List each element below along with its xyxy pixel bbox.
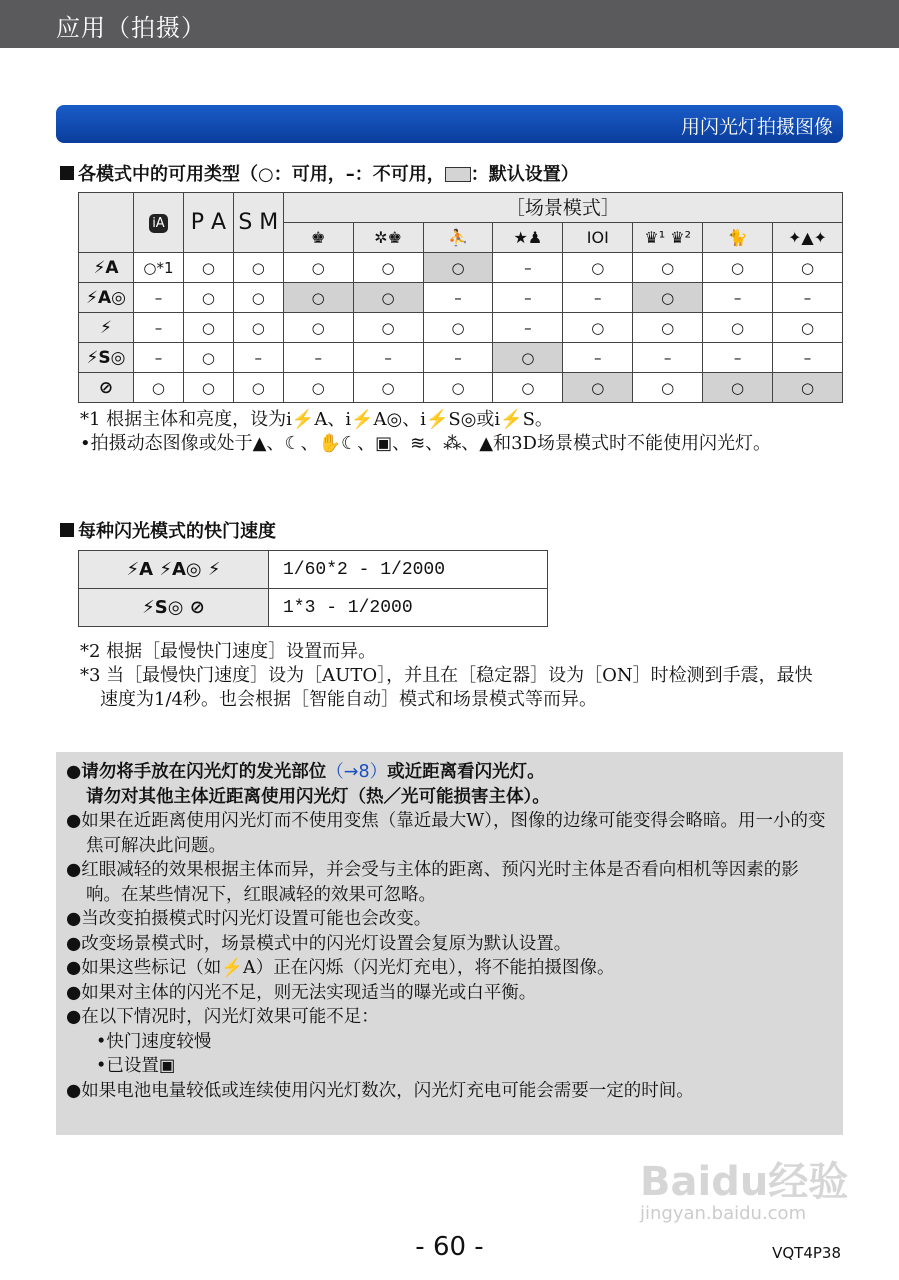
- table-row: [79, 343, 843, 373]
- footnote-2: *2 根据［最慢快门速度］设置而异。: [80, 641, 377, 662]
- page-number: - 60 -: [415, 1232, 484, 1262]
- note-item: ●当改变拍摄模式时闪光灯设置可能也会改变。: [66, 909, 432, 929]
- availability-cell: ○: [423, 313, 493, 343]
- footnote-3: *3 当［最慢快门速度］设为［AUTO］，并且在［稳定器］设为［ON］时检测到手震，最快速度为1/4秒。也会根据［智能自动］模式和场景模式等而异。: [80, 665, 813, 710]
- shutter-heading: [60, 517, 276, 543]
- availability-cell: ○: [563, 313, 633, 343]
- caution-notes: [56, 752, 843, 1135]
- default-cell: ○: [493, 343, 563, 373]
- availability-cell: ○: [183, 373, 233, 403]
- note-sub-item: •快门速度较慢: [96, 1031, 212, 1052]
- footnote-1: *1 根据主体和亮度，设为i⚡A、i⚡A◎、i⚡S◎或i⚡S。: [80, 409, 553, 430]
- default-cell: ○: [283, 283, 353, 313]
- availability-cell: ○: [353, 253, 423, 283]
- note-item: ●在以下情况时，闪光灯效果可能不足：: [66, 1007, 379, 1027]
- soft-skin-icon: ✲♚: [353, 223, 423, 253]
- default-cell: ○: [563, 373, 633, 403]
- col-pa: P A: [183, 193, 233, 253]
- portrait-icon: ♚: [283, 223, 353, 253]
- availability-cell: –: [773, 343, 843, 373]
- availability-cell: –: [423, 283, 493, 313]
- chapter-header: 应用（拍摄）: [0, 0, 899, 48]
- availability-cell: ○: [283, 373, 353, 403]
- shutter-range: 1*3 - 1/2000: [269, 589, 548, 627]
- default-cell: ○: [773, 373, 843, 403]
- shutter-heading-text: 每种闪光模式的快门速度: [78, 521, 276, 542]
- table-row: [79, 253, 843, 283]
- baby1-baby2-icon: ♛¹ ♛²: [633, 223, 703, 253]
- flash-mode-icons: ⚡S◎ ⊘: [79, 589, 269, 627]
- forced-flash-off-icon: ⊘: [79, 373, 134, 403]
- slow-sync-red-eye-icon: ⚡S◎: [79, 343, 134, 373]
- availability-cell: –: [563, 283, 633, 313]
- night-portrait-icon: ★♟: [493, 223, 563, 253]
- col-sm: S M: [233, 193, 283, 253]
- availability-cell: ○: [183, 343, 233, 373]
- availability-cell: –: [493, 253, 563, 283]
- table-row: [79, 313, 843, 343]
- watermark-url: jingyan.baidu.com: [640, 1203, 807, 1224]
- availability-cell: ○: [633, 253, 703, 283]
- modes-heading-end: ：默认设置）: [470, 164, 579, 185]
- page-link[interactable]: （→8）: [326, 762, 388, 782]
- modes-heading: [60, 160, 579, 186]
- availability-cell: ○: [773, 253, 843, 283]
- availability-cell: ○: [703, 313, 773, 343]
- availability-cell: ○: [353, 313, 423, 343]
- note-text: ●请勿将手放在闪光灯的发光部位: [66, 762, 327, 782]
- table-row: [79, 589, 548, 627]
- availability-cell: ○: [233, 253, 283, 283]
- auto-flash-icon: ⚡A: [79, 253, 134, 283]
- availability-cell: ○: [133, 373, 183, 403]
- availability-cell: –: [773, 283, 843, 313]
- note-item: ●如果电池电量较低或连续使用闪光灯数次，闪光灯充电可能会需要一定的时间。: [66, 1080, 694, 1101]
- flash-mode-icons: ⚡A ⚡A◎ ⚡: [79, 551, 269, 589]
- note-sub-item: •已设置▣: [96, 1056, 176, 1076]
- availability-cell: –: [563, 343, 633, 373]
- availability-cell: –: [703, 343, 773, 373]
- availability-cell: ○: [493, 373, 563, 403]
- availability-cell: ○: [183, 253, 233, 283]
- default-cell: ○: [423, 253, 493, 283]
- availability-cell: ○: [283, 313, 353, 343]
- note-text: 或近距离看闪光灯。: [387, 762, 545, 782]
- availability-cell: ○: [283, 253, 353, 283]
- scene-mode-header: ［场景模式］: [283, 193, 842, 223]
- availability-cell: –: [703, 283, 773, 313]
- availability-cell: –: [493, 283, 563, 313]
- note-item: ●如果这些标记（如⚡A）正在闪烁（闪光灯充电），将不能拍摄图像。: [66, 958, 615, 978]
- section-title: 用闪光灯拍摄图像: [56, 105, 843, 143]
- party-icon: ✦▲✦: [773, 223, 843, 253]
- availability-cell: –: [283, 343, 353, 373]
- note-warning-2: 请勿对其他主体近距离使用闪光灯（热／光可能损害主体）。: [86, 786, 550, 807]
- default-cell: ○: [353, 283, 423, 313]
- availability-cell: –: [633, 343, 703, 373]
- auto-red-eye-icon: ⚡A◎: [79, 283, 134, 313]
- availability-cell: –: [423, 343, 493, 373]
- availability-cell: ○: [423, 373, 493, 403]
- availability-cell: ○: [353, 373, 423, 403]
- availability-cell: ○: [633, 313, 703, 343]
- shutter-range: 1/60*2 - 1/2000: [269, 551, 548, 589]
- pet-icon: 🐈: [703, 223, 773, 253]
- availability-cell: ○: [703, 253, 773, 283]
- ia-icon: iA: [149, 214, 168, 233]
- availability-cell: ○: [233, 283, 283, 313]
- bullet-movie-note: •拍摄动态图像或处于▲、☾、✋☾、▣、≋、⁂、▲和3D场景模式时不能使用闪光灯。: [80, 433, 771, 454]
- availability-cell: –: [133, 343, 183, 373]
- availability-cell: ○: [233, 313, 283, 343]
- availability-cell: ○*1: [133, 253, 183, 283]
- availability-cell: –: [493, 313, 563, 343]
- availability-cell: ○: [633, 373, 703, 403]
- availability-cell: ○: [563, 253, 633, 283]
- availability-cell: ○: [183, 283, 233, 313]
- availability-cell: ○: [183, 313, 233, 343]
- availability-cell: –: [133, 283, 183, 313]
- table-row: [79, 373, 843, 403]
- note-item: ●改变场景模式时，场景模式中的闪光灯设置会复原为默认设置。: [66, 933, 572, 954]
- default-cell: ○: [703, 373, 773, 403]
- corner-cell: [79, 193, 134, 253]
- availability-cell: ○: [773, 313, 843, 343]
- note-item: ●如果在近距离使用闪光灯而不使用变焦（靠近最大W），图像的边缘可能变得会略暗。用一小的变焦可解决此问题。: [66, 811, 826, 856]
- availability-cell: ○: [233, 373, 283, 403]
- default-cell: ○: [633, 283, 703, 313]
- table-row: [79, 551, 548, 589]
- watermark-logo: Baidu经验: [640, 1159, 849, 1205]
- modes-heading-text: 各模式中的可用类型（○：可用，–：不可用，: [78, 164, 445, 185]
- sports-icon: ⛹: [423, 223, 493, 253]
- note-item: ●红眼减轻的效果根据主体而异，并会受与主体的距离、预闪光时主体是否看向相机等因素的影响。在某些情况下，红眼减轻的效果可忽略。: [66, 860, 799, 905]
- note-item: ●如果对主体的闪光不足，则无法实现适当的曝光或白平衡。: [66, 982, 537, 1003]
- flash-modes-table: [78, 192, 843, 403]
- table-row: [79, 283, 843, 313]
- col-ia: [133, 193, 183, 253]
- food-icon: ΙΟΙ: [563, 223, 633, 253]
- note-warning: [66, 760, 833, 785]
- shutter-speed-table: [78, 550, 548, 627]
- availability-cell: –: [353, 343, 423, 373]
- doc-code: VQT4P38: [772, 1244, 841, 1262]
- availability-cell: –: [133, 313, 183, 343]
- availability-cell: –: [233, 343, 283, 373]
- default-swatch: [445, 167, 471, 182]
- forced-flash-on-icon: ⚡: [79, 313, 134, 343]
